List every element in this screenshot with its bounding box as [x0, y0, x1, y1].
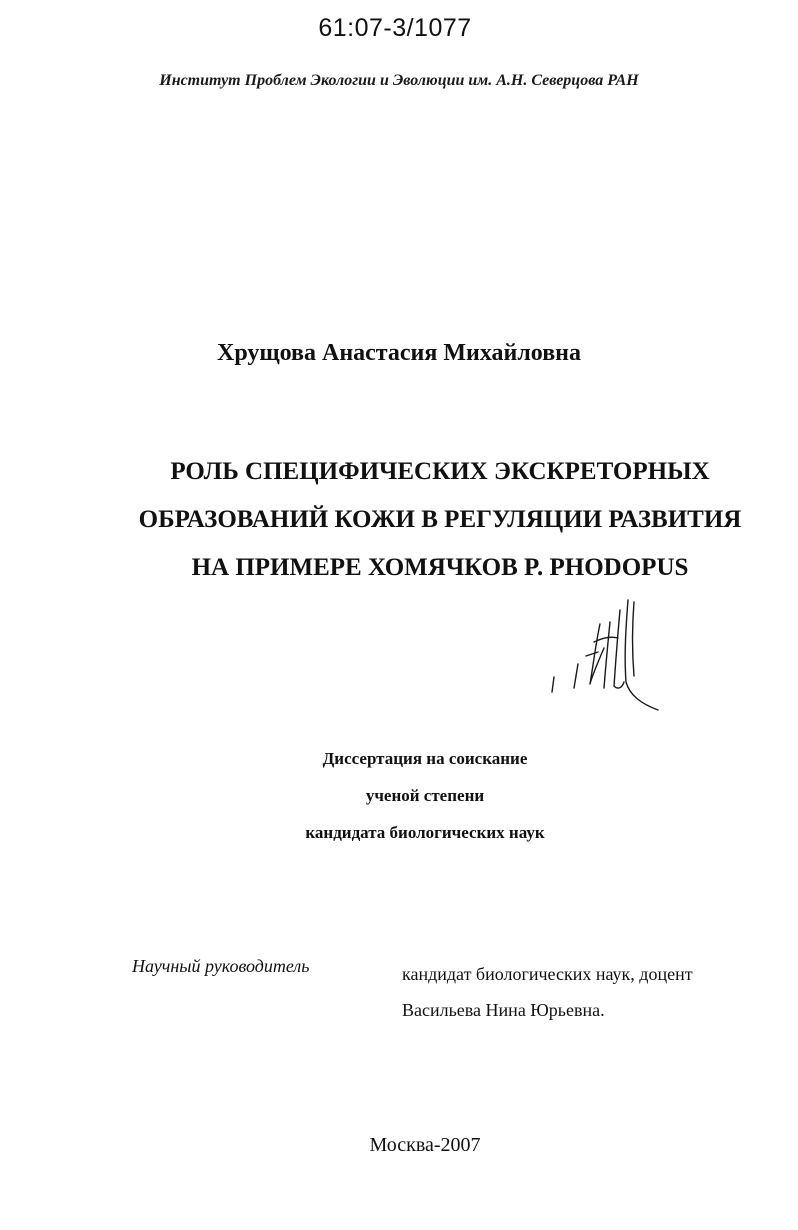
supervisor-rank: кандидат биологических наук, доцент — [402, 964, 693, 984]
title-line: ОБРАЗОВАНИЙ КОЖИ В РЕГУЛЯЦИИ РАЗВИТИЯ — [138, 506, 742, 533]
title-line: НА ПРИМЕРЕ ХОМЯЧКОВ P. PHODOPUS — [191, 554, 689, 581]
city-year-text: Москва-2007 — [369, 1134, 481, 1156]
degree-line: Диссертация на соискание — [322, 749, 528, 768]
title-line: РОЛЬ СПЕЦИФИЧЕСКИХ ЭКСКРЕТОРНЫХ — [170, 458, 710, 485]
degree-line: ученой степени — [365, 786, 485, 805]
supervisor-info — [402, 956, 693, 1028]
catalog-number-text: 61:07-3/1077 — [318, 14, 472, 42]
author-name: Хрущова Анастасия Михайловна — [217, 340, 581, 366]
supervisor-name: Васильева Нина Юрьевна. — [402, 1000, 605, 1020]
institute-name: Институт Проблем Экологии и Эволюции им. А.Н. Северцова РАН — [159, 72, 639, 89]
handwritten-signature — [540, 592, 670, 717]
degree-statement — [0, 740, 798, 851]
catalog-number — [0, 14, 798, 43]
dissertation-title — [100, 448, 780, 592]
city-year — [0, 1134, 798, 1157]
degree-line: кандидата биологических наук — [305, 823, 545, 842]
supervisor-label: Научный руководитель — [132, 956, 310, 976]
